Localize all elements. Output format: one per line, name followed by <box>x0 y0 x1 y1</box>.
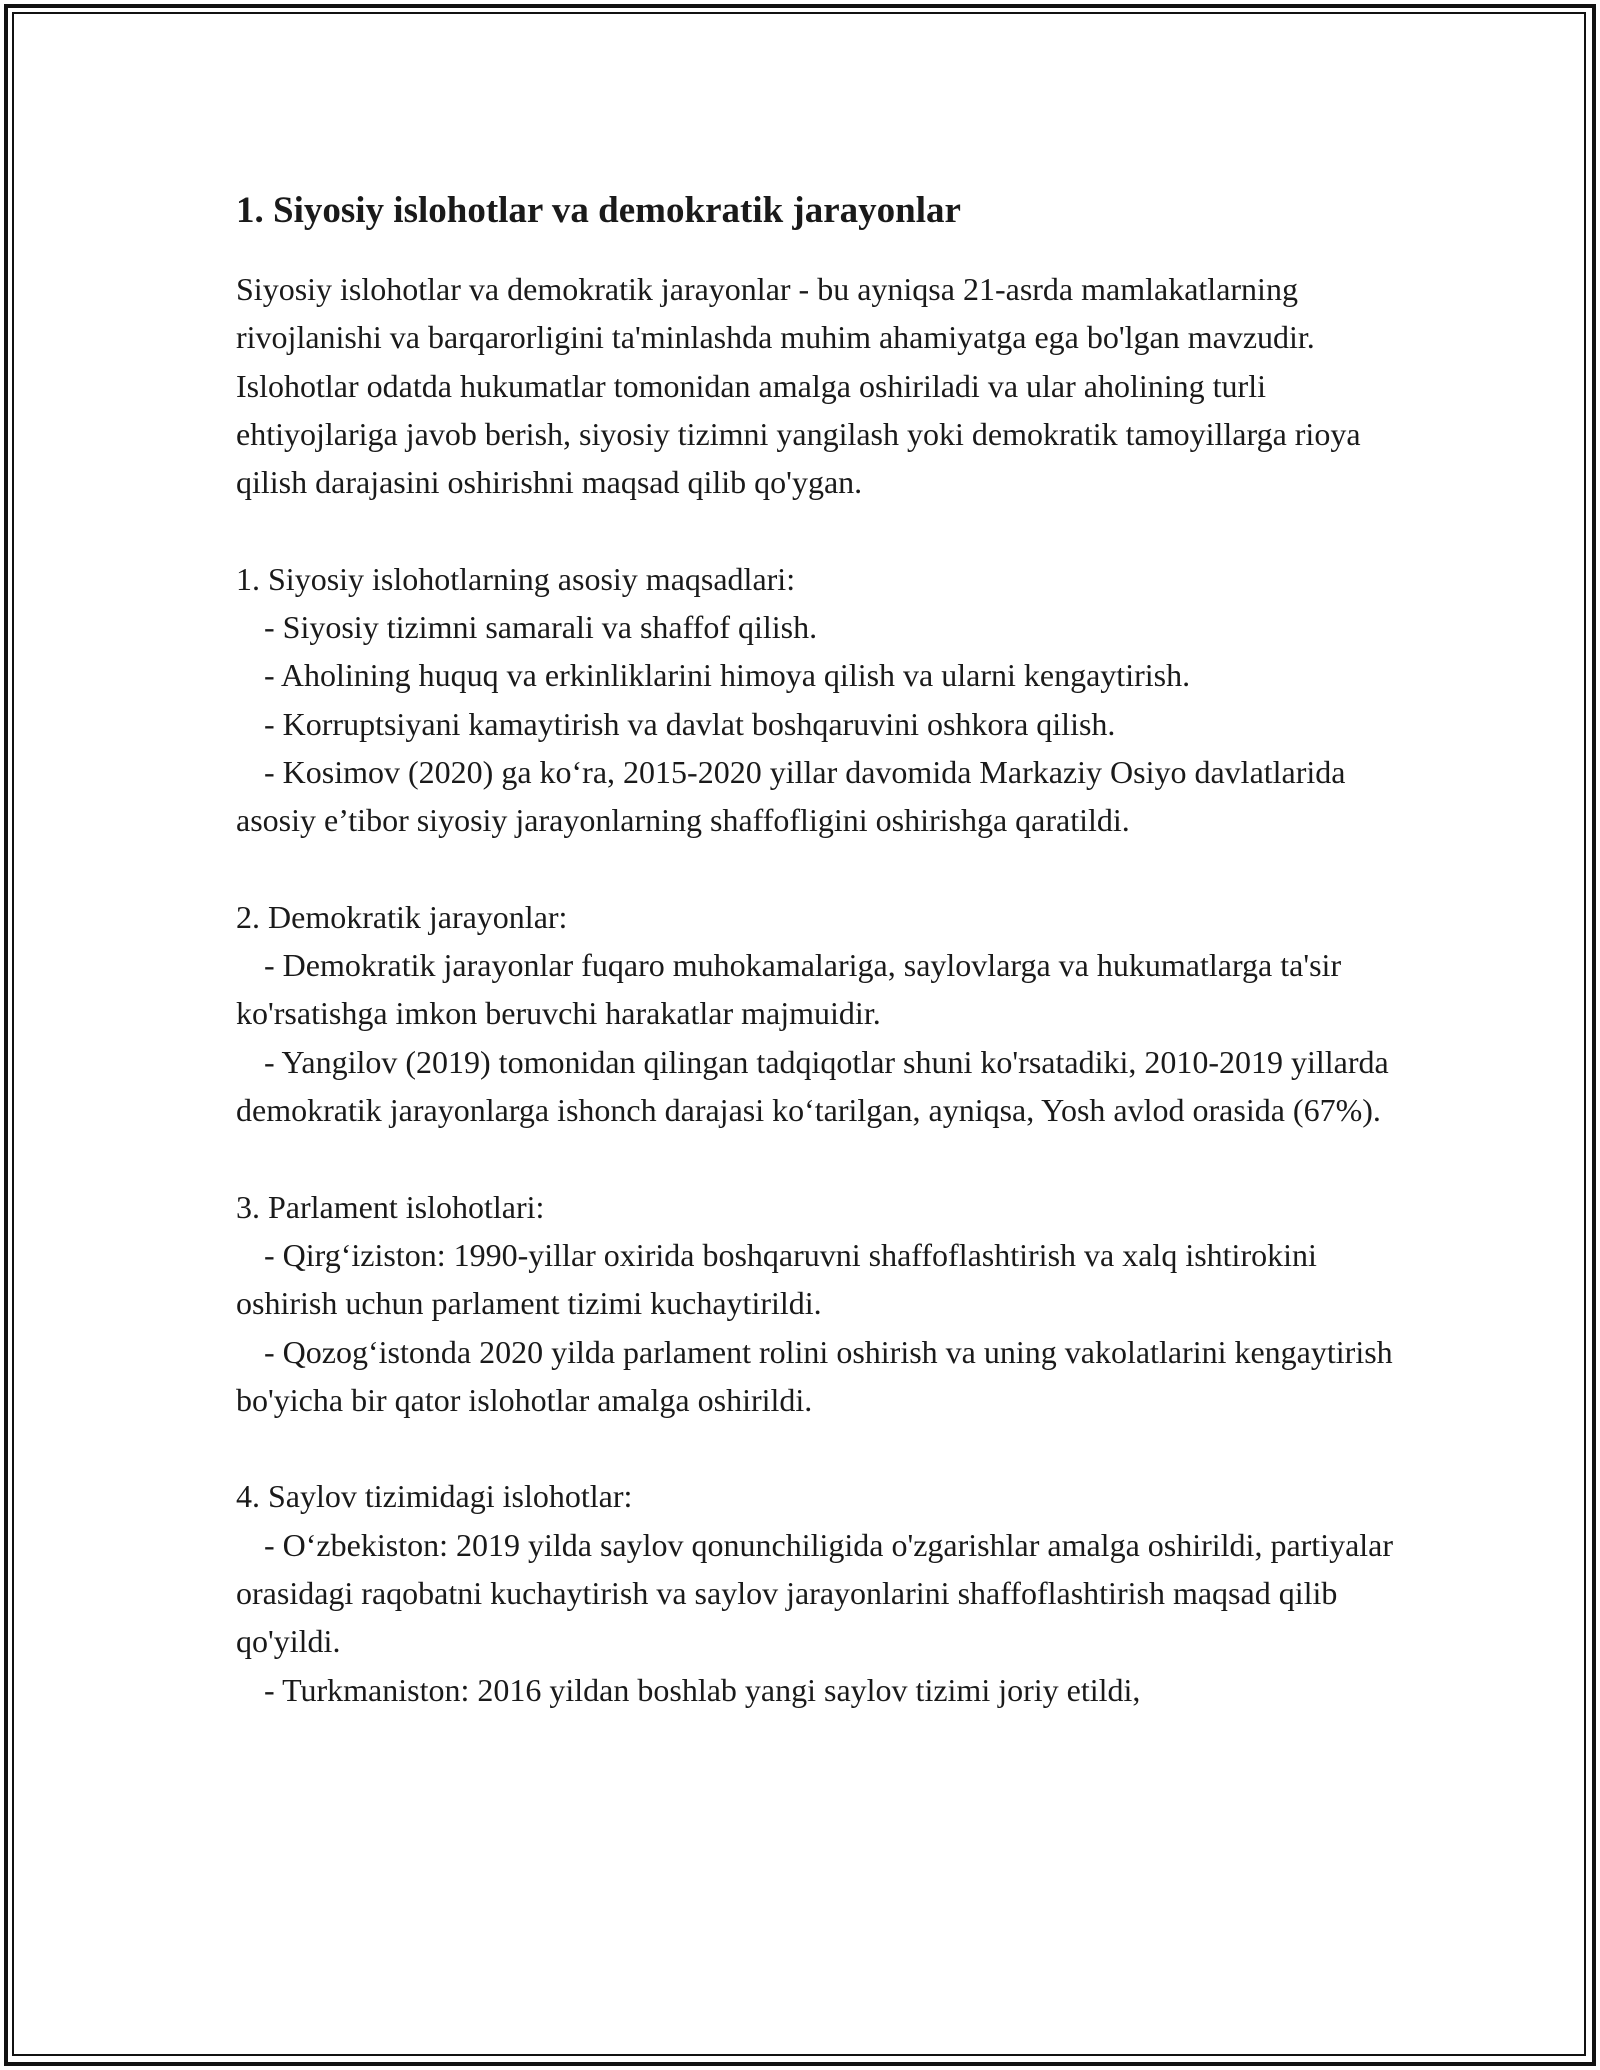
section-gap <box>236 1134 1406 1182</box>
list-item: - Qozog‘istonda 2020 yilda parlament rolini oshirish va uning vakolatlarini kengaytirish bo'yicha bir qator islohotlar amalga oshirildi. <box>236 1333 1393 1418</box>
section-democratic-processes <box>236 893 1406 1134</box>
list-item: - O‘zbekiston: 2019 yilda saylov qonunchiligida o'zgarishlar amalga oshirildi, partiyalar orasidagi raqobatni kuchaytirish va saylov jarayonlarini shaffoflashtirish maqsad qilib qo'yildi. <box>236 1526 1394 1660</box>
section-gap <box>236 845 1406 893</box>
intro-paragraph: Siyosiy islohotlar va demokratik jarayonlar - bu ayniqsa 21-asrda mamlakatlarning rivojlanishi va barqarorligini ta'minlashda muhim ahamiyatga ega bo'lgan mavzudir. Islohotlar odatda hukumatlar tomonidan amalga oshiriladi va ular aholining turli ehtiyojlariga javob berish, siyosiy tizimni yangilash yoki demokratik tamoyillarga rioya qilish darajasini oshirishni maqsad qilib qo'ygan. <box>236 271 1369 501</box>
section-electoral-reforms <box>236 1472 1406 1713</box>
list-item: - Turkmaniston: 2016 yildan boshlab yangi saylov tizimi joriy etildi, <box>264 1671 1141 1708</box>
list-item: - Korruptsiyani kamaytirish va davlat boshqaruvini oshkora qilish. <box>264 705 1116 742</box>
section-goals <box>236 555 1406 845</box>
document-body <box>236 187 1406 1714</box>
list-item: - Demokratik jarayonlar fuqaro muhokamalariga, saylovlarga va hukumatlarga ta'sir ko'rsatishga imkon beruvchi harakatlar majmuidir. <box>236 947 1342 1032</box>
list-item: - Aholining huquq va erkinliklarini himoya qilish va ularni kengaytirish. <box>264 657 1191 694</box>
section-heading: 4. Saylov tizimidagi islohotlar: <box>236 1478 633 1515</box>
section-parliament-reforms <box>236 1183 1406 1424</box>
section-gap <box>236 506 1406 554</box>
section-gap <box>236 1424 1406 1472</box>
list-item: - Siyosiy tizimni samarali va shaffof qilish. <box>264 609 818 646</box>
list-item: - Qirg‘iziston: 1990-yillar oxirida boshqaruvni shaffoflashtirish va xalq ishtirokini oshirish uchun parlament tizimi kuchaytirildi. <box>236 1236 1317 1322</box>
section-heading: 1. Siyosiy islohotlarning asosiy maqsadlari: <box>236 560 796 597</box>
list-item: - Kosimov (2020) ga ko‘ra, 2015-2020 yillar davomida Markaziy Osiyo davlatlarida asosiy e’tibor siyosiy jarayonlarning shaffofligini oshirishga qaratildi. <box>236 753 1346 839</box>
section-heading: 2. Demokratik jarayonlar: <box>236 898 568 935</box>
list-item: - Yangilov (2019) tomonidan qilingan tadqiqotlar shuni ko'rsatadiki, 2010-2019 yillarda demokratik jarayonlarga ishonch darajasi ko‘tarilgan, ayniqsa, Yosh avlod orasida (67%). <box>236 1043 1389 1129</box>
document-title: 1. Siyosiy islohotlar va demokratik jarayonlar <box>236 190 961 231</box>
section-heading: 3. Parlament islohotlari: <box>236 1188 545 1225</box>
